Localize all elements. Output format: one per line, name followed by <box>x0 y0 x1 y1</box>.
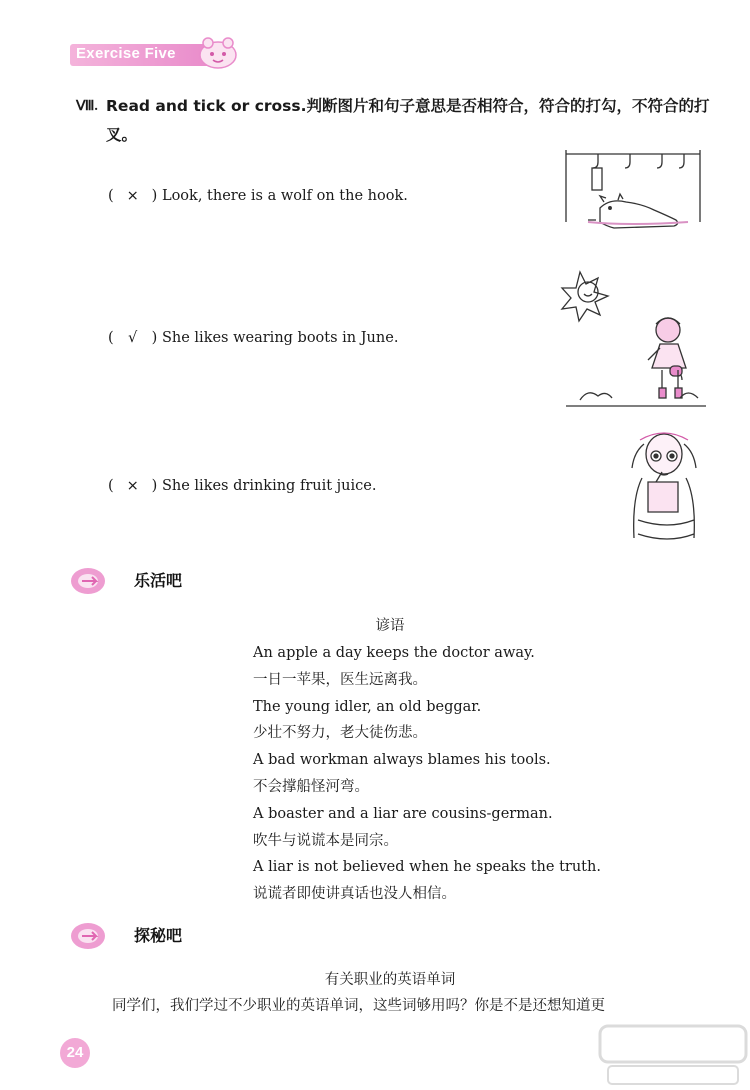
question-row-3: ( × ) She likes drinking fruit juice. <box>108 478 377 494</box>
proverb-cn-4: 吹牛与说谎本是同宗。 <box>253 832 398 849</box>
proverb-cn-1: 一日一苹果，医生远离我。 <box>253 671 427 688</box>
section-number: Ⅷ. <box>76 99 98 114</box>
question-text-3: She likes drinking fruit juice. <box>161 478 377 494</box>
answer-mark-2[interactable]: √ <box>128 330 138 346</box>
watermark-logo-icon <box>598 1022 748 1088</box>
fun-bar-title: 乐活吧 <box>134 571 183 590</box>
instruction-text: Read and tick or cross.判断图片和句子意思是否相符合，符合的打勾，不符合的打叉。 <box>106 97 710 144</box>
explore-paragraph: 同学们，我们学过不少职业的英语单词，这些词够用吗？你是不是还想知道更 <box>112 998 605 1014</box>
page-number: 24 <box>60 1038 90 1068</box>
proverb-en-3: A bad workman always blames his tools. <box>253 752 551 769</box>
section-instruction <box>76 92 716 150</box>
question-row-1: ( × ) Look, there is a wolf on the hook. <box>108 188 408 204</box>
answer-mark-3[interactable]: × <box>126 478 139 494</box>
fun-bar-subtitle: 谚语 <box>375 618 405 634</box>
proverb-en-4: A boaster and a liar are cousins-german. <box>253 805 553 822</box>
header-banner <box>70 36 240 70</box>
proverb-en-1: An apple a day keeps the doctor away. <box>253 645 535 661</box>
proverb-en-2: The young idler, an old beggar. <box>253 698 482 715</box>
question-row-2: ( √ ) She likes wearing boots in June. <box>108 330 399 346</box>
proverb-cn-5: 说谎者即使讲真话也没人相信。 <box>253 886 456 903</box>
proverb-en-5: A liar is not believed when he speaks the truth. <box>253 859 601 876</box>
explore-bar-badge-icon <box>70 922 110 950</box>
banner-title: Exercise Five <box>76 45 176 62</box>
question-text-1: Look, there is a wolf on the hook. <box>161 188 408 204</box>
mascot-icon <box>194 36 240 70</box>
answer-mark-1[interactable]: × <box>126 188 139 204</box>
proverb-list <box>253 640 601 908</box>
fun-bar-badge-icon <box>70 567 110 595</box>
girl-boots-picture <box>560 266 710 416</box>
wolf-hook-picture <box>558 146 708 250</box>
question-text-2: She likes wearing boots in June. <box>161 330 399 346</box>
proverb-cn-2: 少壮不努力，老大徒伤悲。 <box>253 725 427 742</box>
girl-drinking-picture <box>626 430 706 548</box>
proverb-cn-3: 不会撑船怪河弯。 <box>253 778 369 795</box>
explore-bar-title: 探秘吧 <box>134 926 183 945</box>
explore-bar-subtitle: 有关职业的英语单词 <box>324 972 456 988</box>
